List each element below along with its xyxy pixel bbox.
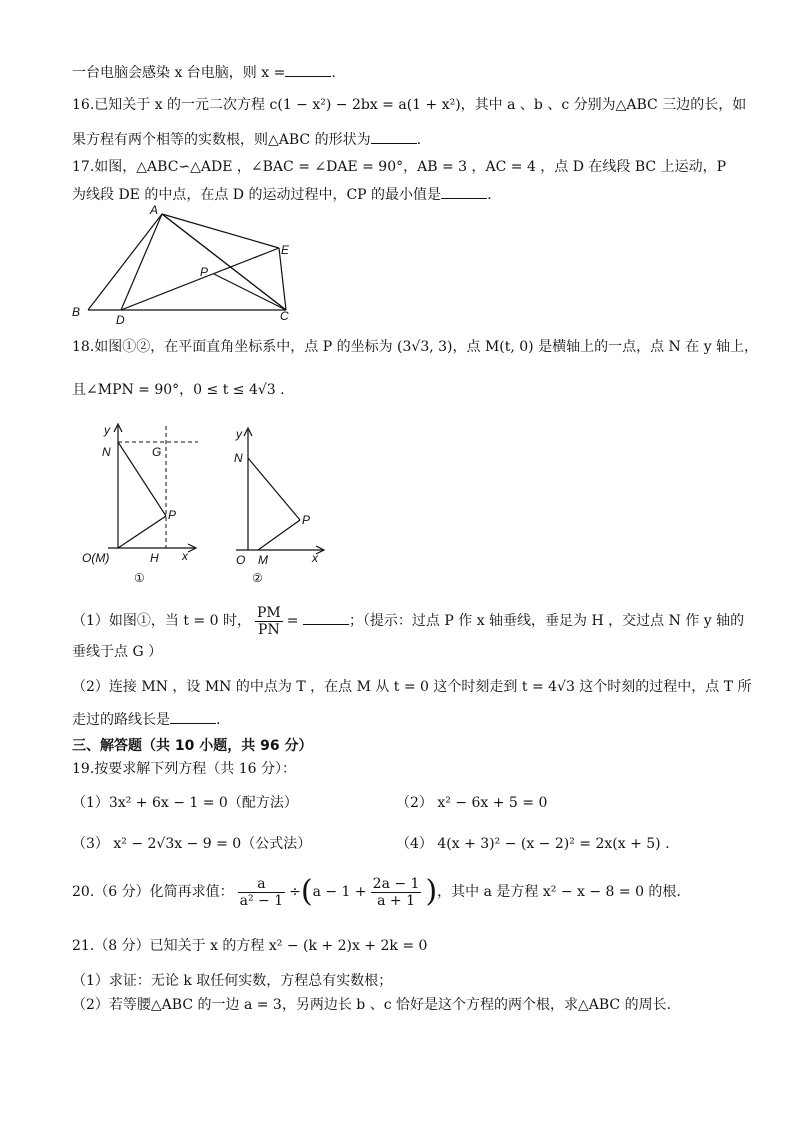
q15-tail: 一台电脑会感染 x 台电脑，则 x = . (72, 62, 336, 83)
fig1-label-y: y (104, 423, 110, 437)
fig-label-C: C (280, 309, 289, 323)
answer-blank (303, 610, 349, 625)
q18-part2-line2: 走过的路线长是 . (72, 709, 220, 730)
fig2-label-P: P (302, 513, 311, 527)
q18-line2: 且∠MPN = 90°，0 ≤ t ≤ 4√3 . (72, 382, 285, 398)
q16-line1: 16.已知关于 x 的一元二次方程 c(1 − x²) − 2bx = a(1 + x²)，其中 a 、b 、c 分别为△ABC 三边的长，如 (72, 97, 747, 113)
fig1-label-H: H (150, 551, 159, 565)
fig1-label-G: G (152, 445, 162, 459)
fig-label-A: A (150, 203, 159, 217)
fig1-label-x: x (182, 549, 188, 563)
fig1-label-N: N (102, 445, 111, 459)
q18-line1: 18.如图①②，在平面直角坐标系中，点 P 的坐标为 (3√3, 3)，点 M(t, 0) 是横轴上的一点，点 N 在 y 轴上， (72, 339, 759, 355)
fig-label-P: P (200, 265, 209, 279)
answer-blank (285, 62, 331, 77)
q19-part3: （3） x² − 2√3x − 9 = 0（公式法） (72, 836, 312, 852)
q21-part1: （1）求证：无论 k 取任何实数，方程总有实数根； (72, 973, 393, 989)
q19-part4: （4） 4(x + 3)² − (x − 2)² = 2x(x + 5) . (396, 836, 670, 852)
q16-line2: 果方程有两个相等的实数根，则△ABC 的形状为 . (72, 129, 421, 150)
q19-part2: （2） x² − 6x + 5 = 0 (396, 795, 548, 811)
fig2-label-O: O (236, 553, 246, 567)
q18-part1-line2: 垂线于点 G ） (72, 644, 163, 660)
fig2-label-M: M (258, 553, 268, 567)
fig1-label-P: P (168, 508, 177, 522)
answer-blank (371, 129, 417, 144)
section-title: 三、解答题（共 10 小题，共 96 分） (72, 738, 313, 754)
q20: 20.（6 分）化简再求值： $\frac{a}{\text{a² − 1}}$ ÷(a − 1 + $\frac{2a - 1}{a + 1}$ )，其中 a 是方程 x² − x − 8 = 0 的根. (72, 874, 681, 909)
q17-line2: 为线段 DE 的中点，在点 D 的运动过程中，CP 的最小值是 . (72, 184, 492, 205)
q18-part2-line1: （2）连接 MN ，设 MN 的中点为 T ，在点 M 从 t = 0 这个时刻走到 t = 4√3 这个时刻的过程中，点 T 所 (72, 679, 752, 695)
fig-label-E: E (281, 243, 290, 257)
fig-label-D: D (116, 313, 125, 326)
fig2-label-N: N (234, 451, 243, 465)
q17-line1: 17.如图，△ABC∽△ADE ，∠BAC = ∠DAE = 90°，AB = 3 ，AC = 4 ，点 D 在线段 BC 上运动，P (72, 159, 727, 175)
q18-part1: （1）如图①，当 t = 0 时， $\frac{PM}{PN}$ = ；（提示：过点 P 作 x 轴垂线，垂足为 H ，交过点 N 作 y 轴的 (72, 604, 745, 638)
fig1-label-OM: O(M) (82, 551, 110, 565)
fig2-label-x: x (312, 551, 318, 565)
q19-title: 19.按要求解下列方程（共 16 分）： (72, 761, 296, 777)
answer-blank (441, 184, 487, 199)
fig2-label-y: y (236, 427, 242, 441)
q18-figure-1 (80, 420, 205, 590)
fig2-caption: ② (252, 571, 263, 585)
fraction: $\frac{2a - 1}{a + 1}$ (372, 875, 420, 909)
fig1-caption: ① (134, 571, 145, 585)
q19-part1: （1）3x² + 6x − 1 = 0（配方法） (72, 795, 298, 811)
answer-blank (170, 709, 216, 724)
q21-title: 21.（8 分）已知关于 x 的方程 x² − (k + 2)x + 2k = 0 (72, 938, 428, 954)
q21-part2: （2）若等腰△ABC 的一边 a = 3，另两边长 b 、c 恰好是这个方程的两个根，求△ABC 的周长. (72, 997, 672, 1013)
q18-figure-2 (228, 422, 333, 587)
fraction: $\frac{a}{\text{a² − 1}}$ (239, 875, 284, 909)
fraction: $\frac{PM}{PN}$ (256, 604, 281, 638)
q17-figure (66, 200, 306, 326)
fig-label-B: B (72, 305, 81, 319)
